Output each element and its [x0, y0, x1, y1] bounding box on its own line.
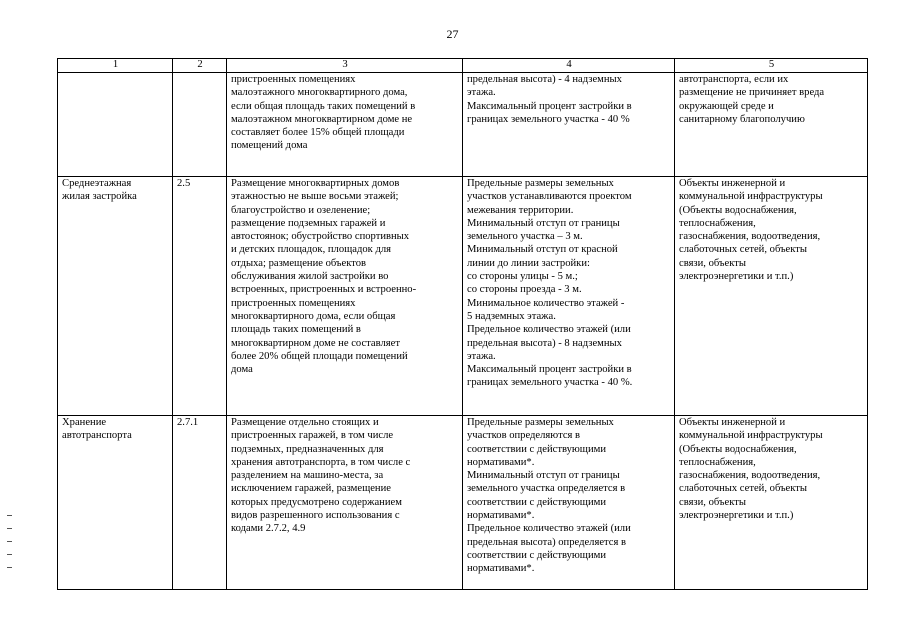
cell-text-line: участков определяются в — [467, 430, 581, 442]
cell-text-line: более 20% общей площади помещений — [231, 350, 408, 362]
cell-auxiliary — [675, 73, 868, 177]
cell-auxiliary — [675, 416, 868, 590]
table-header-row — [58, 59, 868, 73]
cell-text-line: 2.7.1 — [177, 417, 199, 428]
cell-text-line: предельная высота) определяется в — [467, 536, 627, 548]
cell-text-line: благоустройство и озеленение; — [231, 204, 371, 216]
cell-text-line: многоквартирном доме не составляет — [231, 337, 400, 349]
cell-text-line: 5 надземных этажа. — [467, 310, 556, 322]
cell-text-line: обслуживания жилой застройки во — [231, 271, 389, 283]
cell-text-line: теплоснабжения, — [679, 456, 756, 468]
cell-text-line: автотранспорта — [62, 430, 132, 442]
cell-text-line: хранения автотранспорта, в том числе с — [231, 456, 411, 468]
cell-text-line: этажа. — [467, 350, 496, 362]
cell-use-name — [58, 416, 173, 590]
header-col-5: 5 — [675, 59, 868, 73]
cell-text-line: окружающей среде и — [679, 100, 774, 112]
cell-text-line: 2.5 — [177, 178, 191, 189]
margin-marks — [7, 515, 13, 580]
cell-parameters — [463, 416, 675, 590]
cell-text-line: Минимальный отступ от красной — [467, 244, 618, 256]
cell-text-line: которых предусмотрено содержанием — [231, 496, 402, 508]
cell-text-line: если общая площадь таких помещений в — [231, 100, 416, 112]
cell-text-line: малоэтажном многоквартирном доме не — [231, 113, 413, 125]
cell-text-line: Минимальное количество этажей - — [467, 297, 625, 309]
cell-text-line: многоквартирного дома, если общая — [231, 310, 396, 322]
cell-text-line: размещение не причиняет вреда — [679, 87, 825, 99]
cell-text-line: (Объекты водоснабжения, — [679, 204, 797, 216]
cell-text-line: пристроенных помещениях — [231, 297, 356, 309]
cell-text-line: Минимальный отступ от границы — [467, 470, 620, 482]
cell-description — [227, 177, 463, 416]
cell-text-line: Предельные размеры земельных — [467, 417, 614, 428]
cell-text-line: межевания территории. — [467, 204, 574, 216]
cell-text-line: Предельные размеры земельных — [467, 178, 614, 189]
cell-text-line: границах земельного участка - 40 %. — [467, 377, 633, 389]
cell-text-line: этажностью не выше восьми этажей; — [231, 191, 399, 203]
cell-text-line: Предельное количество этажей (или — [467, 523, 631, 535]
cell-text-line: нормативами*. — [467, 510, 535, 522]
cell-text-line: слаботочных сетей, объекты — [679, 483, 807, 495]
header-col-3: 3 — [227, 59, 463, 73]
cell-text-line: связи, объекты — [679, 257, 746, 269]
cell-text-line: площадь таких помещений в — [231, 324, 361, 336]
cell-text-line: пристроенных помещениях — [231, 74, 356, 85]
cell-text-line: Среднеэтажная — [62, 178, 132, 189]
cell-text-line: со стороны проезда - 3 м. — [467, 284, 582, 296]
cell-text-line: встроенных, пристроенных и встроенно- — [231, 284, 417, 296]
cell-text-line: Хранение — [62, 417, 107, 428]
cell-text-line: Максимальный процент застройки в — [467, 364, 632, 376]
cell-parameters — [463, 177, 675, 416]
cell-text-line: слаботочных сетей, объекты — [679, 244, 807, 256]
cell-text-line: кодами 2.7.2, 4.9 — [231, 523, 306, 535]
cell-text-line: пристроенных гаражей, в том числе — [231, 430, 394, 442]
cell-text-line: предельная высота) - 4 надземных — [467, 74, 622, 85]
table-row — [58, 73, 868, 177]
cell-text-line: нормативами*. — [467, 563, 535, 575]
cell-text-line: газоснабжения, водоотведения, — [679, 231, 821, 243]
cell-text-line: Размещение отдельно стоящих и — [231, 417, 379, 428]
cell-text-line: земельного участка определяется в — [467, 483, 626, 495]
page-number: 27 — [446, 27, 459, 41]
cell-text-line: отдыха; размещение объектов — [231, 257, 366, 269]
cell-text-line: Минимальный отступ от границы — [467, 217, 620, 229]
cell-text-line: Предельное количество этажей (или — [467, 324, 631, 336]
cell-text-line: Размещение многоквартирных домов — [231, 178, 400, 189]
land-use-table — [57, 58, 868, 590]
cell-text-line: теплоснабжения, — [679, 217, 756, 229]
cell-text-line: Объекты инженерной и — [679, 178, 786, 189]
cell-description — [227, 73, 463, 177]
cell-text-line: автотранспорта, если их — [679, 74, 789, 85]
cell-text-line: соответствии с действующими — [467, 496, 607, 508]
cell-text-line: электроэнергетики и т.п.) — [679, 271, 794, 283]
header-col-4: 4 — [463, 59, 675, 73]
cell-text-line: связи, объекты — [679, 496, 746, 508]
cell-use-name — [58, 73, 173, 177]
cell-text-line: соответствии с действующими — [467, 549, 607, 561]
cell-text-line: коммунальной инфраструктуры — [679, 191, 823, 203]
cell-text-line: предельная высота) - 8 надземных — [467, 337, 622, 349]
cell-text-line: Максимальный процент застройки в — [467, 100, 632, 112]
cell-text-line: со стороны улицы - 5 м.; — [467, 271, 578, 283]
cell-use-name — [58, 177, 173, 416]
cell-text-line: линии до линии застройки: — [467, 257, 590, 269]
cell-text-line: дома — [231, 364, 253, 376]
cell-text-line: помещений дома — [231, 140, 308, 152]
cell-auxiliary — [675, 177, 868, 416]
header-col-1: 1 — [58, 59, 173, 73]
cell-text-line: газоснабжения, водоотведения, — [679, 470, 821, 482]
cell-parameters — [463, 73, 675, 177]
cell-text-line: коммунальной инфраструктуры — [679, 430, 823, 442]
header-col-2: 2 — [173, 59, 227, 73]
cell-text-line: нормативами*. — [467, 456, 535, 468]
cell-text-line: малоэтажного многоквартирного дома, — [231, 87, 408, 99]
cell-description — [227, 416, 463, 590]
cell-code — [173, 73, 227, 177]
cell-text-line: видов разрешенного использования с — [231, 510, 400, 522]
cell-text-line: автостоянок; обустройство спортивных — [231, 231, 410, 243]
cell-text-line: подземных, предназначенных для — [231, 443, 384, 455]
table-row — [58, 177, 868, 416]
cell-text-line: разделением на машино-места, за — [231, 470, 384, 482]
cell-text-line: жилая застройка — [62, 191, 137, 203]
cell-text-line: земельного участка – 3 м. — [467, 231, 583, 243]
cell-text-line: соответствии с действующими — [467, 443, 607, 455]
cell-text-line: санитарному благополучию — [679, 113, 805, 125]
cell-code — [173, 177, 227, 416]
cell-text-line: размещение подземных гаражей и — [231, 217, 386, 229]
table-row — [58, 416, 868, 590]
cell-text-line: Объекты инженерной и — [679, 417, 786, 428]
cell-text-line: границах земельного участка - 40 % — [467, 113, 630, 125]
cell-text-line: составляет более 15% общей площади — [231, 127, 405, 139]
cell-text-line: этажа. — [467, 87, 496, 99]
cell-text-line: (Объекты водоснабжения, — [679, 443, 797, 455]
cell-text-line: электроэнергетики и т.п.) — [679, 510, 794, 522]
cell-text-line: и детских площадок, площадок для — [231, 244, 392, 256]
cell-code — [173, 416, 227, 590]
cell-text-line: исключением гаражей, размещение — [231, 483, 391, 495]
cell-text-line: участков устанавливаются проектом — [467, 191, 632, 203]
